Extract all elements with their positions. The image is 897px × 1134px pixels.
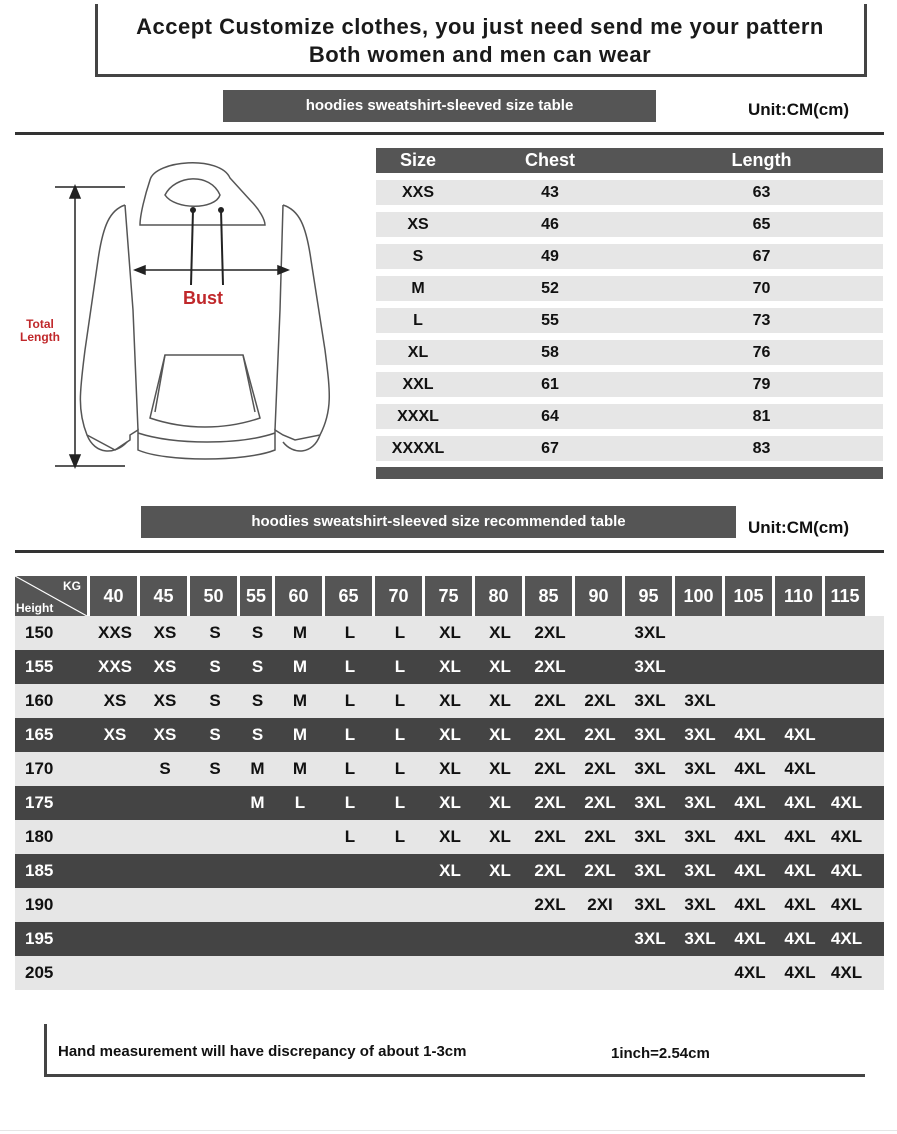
size-recommendation-cell <box>425 922 475 956</box>
drawstring-left <box>191 210 193 285</box>
size-recommendation-cell <box>240 888 275 922</box>
size-recommendation-cell <box>190 820 240 854</box>
size-recommendation-cell: 4XL <box>784 827 816 846</box>
size-recommendation-cell: XL <box>489 657 511 676</box>
size-recommendation-cell: L <box>394 623 406 642</box>
size-recommendation-cell: L <box>394 657 406 676</box>
size-recommendation-cell <box>140 888 190 922</box>
size-recommendation-cell: 3XL <box>634 623 666 642</box>
size-recommendation-cell: S <box>209 623 221 642</box>
kg-column-header: 85 <box>525 576 572 616</box>
size-recommendation-cell: S <box>209 725 221 744</box>
size-recommendation-cell: S <box>159 759 171 778</box>
size-recommendation-cell: L <box>294 793 306 812</box>
size-recommendation-cell <box>575 922 625 956</box>
recommend-table <box>15 576 884 990</box>
size-recommendation-cell <box>825 650 868 684</box>
size-table-unit: Unit:CM(cm) <box>748 100 850 119</box>
kg-column-header: 40 <box>90 576 137 616</box>
size-recommendation-cell: 3XL <box>684 895 716 914</box>
size-table-footer-bar <box>376 467 883 479</box>
size-recommendation-cell <box>775 684 825 718</box>
left-sleeve-seam <box>125 205 138 430</box>
size-recommendation-cell: 4XL <box>734 725 766 744</box>
size-recommendation-cell <box>825 684 868 718</box>
size-table-row <box>376 180 883 205</box>
size-recommendation-cell <box>725 684 775 718</box>
height-cell: 165 <box>25 725 54 744</box>
size-recommendation-cell: XL <box>489 725 511 744</box>
size-recommendation-cell: L <box>344 759 356 778</box>
size-recommendation-cell <box>425 956 475 990</box>
size-recommendation-cell <box>525 922 575 956</box>
size-recommendation-cell: 3XL <box>634 725 666 744</box>
header-title-line1: Accept Customize clothes, you just need send me your pattern <box>136 14 824 39</box>
height-cell: 180 <box>25 827 54 846</box>
size-recommendation-cell: L <box>344 827 356 846</box>
right-sleeve-seam <box>275 205 283 430</box>
size-recommendation-cell: 2XL <box>534 827 566 846</box>
size-recommendation-cell <box>275 922 325 956</box>
size-recommendation-cell: XL <box>489 861 511 880</box>
length-cell: 83 <box>752 440 771 457</box>
size-recommendation-cell <box>240 820 275 854</box>
height-cell: 175 <box>25 793 54 812</box>
size-recommendation-cell: 4XL <box>734 861 766 880</box>
size-cell: XXXXL <box>391 440 445 457</box>
size-recommendation-cell: 4XL <box>784 929 816 948</box>
size-recommendation-cell: 3XL <box>684 827 716 846</box>
size-recommendation-cell <box>825 718 868 752</box>
header-title-line2: Both women and men can wear <box>308 42 652 67</box>
bust-label: Bust <box>183 288 223 308</box>
hood-inner <box>165 179 220 206</box>
size-recommendation-cell: 3XL <box>634 691 666 710</box>
chest-cell: 49 <box>541 248 559 265</box>
size-recommendation-cell <box>825 752 868 786</box>
size-recommendation-cell: 2XL <box>534 725 566 744</box>
size-recommendation-cell <box>190 922 240 956</box>
size-recommendation-cell <box>140 956 190 990</box>
size-recommendation-cell: L <box>394 725 406 744</box>
size-recommendation-cell: 2XL <box>584 725 616 744</box>
chest-cell: 64 <box>541 408 559 425</box>
kg-column-header: 105 <box>725 576 772 616</box>
size-recommendation-cell <box>140 854 190 888</box>
length-cell: 76 <box>752 344 771 361</box>
size-recommendation-cell: 2XI <box>587 895 613 914</box>
size-recommendation-cell <box>675 956 725 990</box>
size-table-body <box>376 180 883 461</box>
size-recommendation-cell: XL <box>489 623 511 642</box>
size-table-row <box>376 404 883 429</box>
drawstring-eyelet-left <box>190 207 196 213</box>
size-recommendation-cell: XS <box>153 623 177 642</box>
size-recommendation-cell <box>190 854 240 888</box>
size-recommendation-cell: 4XL <box>784 725 816 744</box>
size-cell: L <box>413 312 423 329</box>
size-table-row <box>376 308 883 333</box>
length-cell: 73 <box>752 312 771 329</box>
size-table-row <box>376 244 883 269</box>
size-recommendation-cell: L <box>344 793 356 812</box>
size-recommendation-cell <box>575 650 625 684</box>
size-recommendation-cell: 4XL <box>734 793 766 812</box>
divider <box>15 550 884 553</box>
size-recommendation-cell: 2XL <box>534 861 566 880</box>
height-cell: 205 <box>25 963 54 982</box>
size-recommendation-cell: 4XL <box>784 861 816 880</box>
corner-kg-label: KG <box>63 579 81 593</box>
size-recommendation-cell: 4XL <box>734 929 766 948</box>
kg-column-header: 90 <box>575 576 622 616</box>
size-recommendation-cell: XL <box>439 691 461 710</box>
total-length-label-line1: Total <box>26 317 54 331</box>
hoodie-diagram <box>15 150 360 480</box>
size-table-row <box>376 340 883 365</box>
recommend-table-unit: Unit:CM(cm) <box>748 518 850 537</box>
height-cell: 195 <box>25 929 54 948</box>
recommend-table-row <box>15 956 884 990</box>
chest-cell: 61 <box>541 376 559 393</box>
size-recommendation-cell <box>725 650 775 684</box>
size-recommendation-cell <box>275 820 325 854</box>
size-recommendation-cell <box>190 956 240 990</box>
size-cell: XS <box>407 216 429 233</box>
recommend-table-row <box>15 888 884 922</box>
size-recommendation-cell: 3XL <box>684 759 716 778</box>
size-recommendation-cell: 2XL <box>584 861 616 880</box>
drawstring-eyelet-right <box>218 207 224 213</box>
recommend-table-row <box>15 718 884 752</box>
size-recommendation-cell: 3XL <box>634 929 666 948</box>
kg-column-header: 115 <box>825 576 865 616</box>
size-recommendation-cell: 4XL <box>830 895 863 914</box>
size-recommendation-cell: 3XL <box>684 861 716 880</box>
size-column-header: Size <box>399 150 437 170</box>
size-recommendation-cell <box>825 616 868 650</box>
length-cell: 79 <box>752 376 771 393</box>
size-recommendation-cell <box>325 888 375 922</box>
height-kg-corner <box>15 576 87 616</box>
kg-column-header: 65 <box>325 576 372 616</box>
size-recommendation-cell: 3XL <box>684 929 716 948</box>
size-recommendation-cell: 3XL <box>634 895 666 914</box>
size-recommendation-cell: XL <box>489 691 511 710</box>
length-arrow-top-head <box>70 186 80 198</box>
recommend-table-row <box>15 786 884 820</box>
size-recommendation-cell <box>375 888 425 922</box>
size-recommendation-cell: 4XL <box>784 963 816 982</box>
drawstring-right <box>221 210 223 285</box>
bust-arrow-right-head <box>278 266 288 274</box>
size-recommendation-cell: XS <box>103 691 127 710</box>
size-cell: XXS <box>401 184 434 201</box>
height-cell: 150 <box>25 623 54 642</box>
size-recommendation-cell <box>90 854 140 888</box>
recommend-table-row <box>15 820 884 854</box>
size-recommendation-cell: XS <box>153 657 177 676</box>
chest-cell: 52 <box>541 280 559 297</box>
size-recommendation-cell: S <box>209 759 221 778</box>
length-cell: 63 <box>752 184 771 201</box>
size-recommendation-cell: M <box>250 759 265 778</box>
chest-cell: 43 <box>541 184 559 201</box>
size-recommendation-cell <box>325 922 375 956</box>
body-outline <box>80 205 329 459</box>
size-recommendation-cell: XL <box>439 759 461 778</box>
size-recommendation-cell: 2XL <box>584 827 616 846</box>
kg-column-header: 60 <box>275 576 322 616</box>
page-bottom-line <box>0 1130 897 1131</box>
chest-cell: 58 <box>541 344 559 361</box>
size-recommendation-cell: L <box>394 793 406 812</box>
size-recommendation-cell: 3XL <box>634 861 666 880</box>
size-recommendation-cell: XXS <box>97 623 133 642</box>
recommend-table-row <box>15 650 884 684</box>
size-recommendation-cell: XL <box>439 725 461 744</box>
size-recommendation-cell: 2XL <box>584 759 616 778</box>
size-recommendation-cell: 4XL <box>734 827 766 846</box>
measurement-note: Hand measurement will have discrepancy of about 1-3cm <box>58 1043 467 1060</box>
size-recommendation-cell <box>525 956 575 990</box>
size-recommendation-cell: XXS <box>97 657 133 676</box>
size-recommendation-cell <box>90 752 140 786</box>
height-cell: 190 <box>25 895 54 914</box>
chest-column-header: Chest <box>524 150 575 170</box>
pocket-inner-left <box>155 355 165 412</box>
size-recommendation-cell: 4XL <box>734 759 766 778</box>
size-recommendation-cell: L <box>344 691 356 710</box>
size-recommendation-cell: 2XL <box>534 691 566 710</box>
total-length-label-line2: Length <box>20 330 60 344</box>
size-recommendation-cell <box>325 854 375 888</box>
pocket <box>150 355 260 427</box>
size-cell: XXXL <box>397 408 439 425</box>
size-recommendation-cell: 2XL <box>584 691 616 710</box>
kg-column-header: 70 <box>375 576 422 616</box>
recommend-table-row <box>15 616 884 650</box>
size-recommendation-cell <box>90 888 140 922</box>
hem <box>138 433 275 442</box>
size-recommendation-cell <box>275 888 325 922</box>
size-recommendation-cell: XL <box>439 623 461 642</box>
size-recommendation-cell: 2XL <box>534 793 566 812</box>
size-recommendation-cell <box>475 956 525 990</box>
size-recommendation-cell <box>375 956 425 990</box>
recommend-table-row <box>15 922 884 956</box>
size-recommendation-cell <box>375 854 425 888</box>
size-recommendation-cell: 3XL <box>634 793 666 812</box>
size-table-row <box>376 276 883 301</box>
size-recommendation-cell <box>275 956 325 990</box>
size-recommendation-cell <box>240 854 275 888</box>
size-recommendation-cell: 4XL <box>784 793 816 812</box>
size-recommendation-cell: L <box>394 759 406 778</box>
size-recommendation-cell: 3XL <box>634 759 666 778</box>
size-table-row <box>376 212 883 237</box>
total-length-label <box>10 318 70 344</box>
size-recommendation-cell: XS <box>103 725 127 744</box>
size-recommendation-cell <box>475 888 525 922</box>
length-arrow-bottom-head <box>70 455 80 467</box>
size-recommendation-cell <box>240 922 275 956</box>
size-cell: XL <box>407 344 429 361</box>
size-recommendation-cell: 4XL <box>830 793 863 812</box>
bust-arrow-left-head <box>135 266 145 274</box>
size-recommendation-cell: 3XL <box>684 691 716 710</box>
size-recommendation-cell <box>775 650 825 684</box>
size-table-row <box>376 436 883 461</box>
pocket-inner-right <box>243 355 255 412</box>
kg-column-header: 50 <box>190 576 237 616</box>
size-recommendation-cell <box>140 820 190 854</box>
size-table-header <box>376 148 883 173</box>
size-recommendation-cell: 4XL <box>830 929 863 948</box>
corner-height-label: Height <box>16 601 54 615</box>
size-recommendation-cell: 4XL <box>830 861 863 880</box>
hood-outline <box>140 163 265 225</box>
size-recommendation-cell <box>475 922 525 956</box>
size-recommendation-cell <box>90 922 140 956</box>
size-recommendation-cell: L <box>344 657 356 676</box>
size-recommendation-cell <box>675 616 725 650</box>
size-recommendation-cell <box>575 956 625 990</box>
recommend-table-row <box>15 854 884 888</box>
kg-column-header: 75 <box>425 576 472 616</box>
kg-column-header: 95 <box>625 576 672 616</box>
size-recommendation-cell: XL <box>489 793 511 812</box>
size-recommendation-cell: L <box>394 827 406 846</box>
recommend-table-body <box>15 616 884 990</box>
size-recommendation-cell: 2XL <box>534 895 566 914</box>
size-recommendation-cell: S <box>251 657 264 676</box>
size-recommendation-cell: 4XL <box>734 895 766 914</box>
size-recommendation-cell: S <box>209 691 221 710</box>
size-recommendation-cell <box>90 786 140 820</box>
divider <box>15 132 884 135</box>
length-cell: 67 <box>752 248 771 265</box>
size-recommendation-cell <box>625 956 675 990</box>
kg-column-header: 55 <box>240 576 272 616</box>
size-recommendation-cell <box>190 888 240 922</box>
size-recommendation-cell: 3XL <box>634 657 666 676</box>
size-recommendation-cell: XL <box>489 827 511 846</box>
size-recommendation-cell: 2XL <box>534 623 566 642</box>
size-recommendation-cell: 4XL <box>830 963 863 982</box>
length-cell: 65 <box>752 216 771 233</box>
size-recommendation-cell: XL <box>489 759 511 778</box>
size-recommendation-cell <box>675 650 725 684</box>
inch-conversion: 1inch=2.54cm <box>611 1045 710 1062</box>
size-recommendation-cell: 2XL <box>584 793 616 812</box>
kg-column-header: 110 <box>775 576 822 616</box>
size-recommendation-cell: 3XL <box>634 827 666 846</box>
size-recommendation-cell <box>90 956 140 990</box>
size-recommendation-cell <box>375 922 425 956</box>
size-recommendation-cell <box>425 888 475 922</box>
size-recommendation-cell <box>140 786 190 820</box>
height-cell: 170 <box>25 759 54 778</box>
size-recommendation-cell <box>275 854 325 888</box>
length-cell: 81 <box>752 408 771 425</box>
size-recommendation-cell: XL <box>439 827 461 846</box>
size-recommendation-cell: S <box>251 725 264 744</box>
size-recommendation-cell: M <box>250 793 265 812</box>
size-recommendation-cell: 4XL <box>830 827 863 846</box>
recommend-table-banner: hoodies sweatshirt-sleeved size recommended table <box>141 506 736 538</box>
size-recommendation-cell: M <box>292 623 308 642</box>
size-recommendation-cell: 3XL <box>684 793 716 812</box>
size-recommendation-cell: 4XL <box>784 895 816 914</box>
height-cell: 160 <box>25 691 54 710</box>
kg-column-header: 100 <box>675 576 722 616</box>
recommend-table-row <box>15 684 884 718</box>
size-recommendation-cell: S <box>251 623 264 642</box>
length-column-header: Length <box>731 150 792 170</box>
height-cell: 185 <box>25 861 54 880</box>
size-recommendation-cell: 2XL <box>534 759 566 778</box>
size-recommendation-cell: L <box>394 691 406 710</box>
size-recommendation-cell: 4XL <box>784 759 816 778</box>
length-cell: 70 <box>752 280 771 297</box>
chest-cell: 46 <box>541 216 559 233</box>
size-recommendation-cell <box>775 616 825 650</box>
size-recommendation-cell: M <box>292 725 308 744</box>
size-recommendation-cell: 2XL <box>534 657 566 676</box>
size-recommendation-cell: L <box>344 725 356 744</box>
size-recommendation-cell: XS <box>153 691 177 710</box>
size-recommendation-cell <box>725 616 775 650</box>
size-recommendation-cell <box>325 956 375 990</box>
size-cell: M <box>411 280 425 297</box>
size-cell: S <box>412 248 424 265</box>
size-recommendation-cell: M <box>292 657 308 676</box>
size-recommendation-cell: S <box>209 657 221 676</box>
recommend-table-row <box>15 752 884 786</box>
size-recommendation-cell <box>240 956 275 990</box>
size-recommendation-cell: 4XL <box>734 963 766 982</box>
size-recommendation-cell: M <box>292 759 308 778</box>
size-recommendation-cell: S <box>251 691 264 710</box>
size-cell: XXL <box>402 376 434 393</box>
recommend-table-header <box>15 576 884 616</box>
size-recommendation-cell: L <box>344 623 356 642</box>
size-recommendation-cell <box>140 922 190 956</box>
size-recommendation-cell <box>90 820 140 854</box>
size-table <box>376 148 883 479</box>
size-recommendation-cell: XL <box>439 793 461 812</box>
chest-cell: 67 <box>541 440 559 457</box>
height-cell: 155 <box>25 657 54 676</box>
size-recommendation-cell: M <box>292 691 308 710</box>
size-recommendation-cell <box>190 786 240 820</box>
kg-column-header: 45 <box>140 576 187 616</box>
size-recommendation-cell: XL <box>439 657 461 676</box>
size-recommendation-cell: XS <box>153 725 177 744</box>
kg-column-header: 80 <box>475 576 522 616</box>
chest-cell: 55 <box>541 312 559 329</box>
size-recommendation-cell <box>575 616 625 650</box>
size-recommendation-cell: XL <box>439 861 461 880</box>
size-recommendation-cell: 3XL <box>684 725 716 744</box>
size-table-row <box>376 372 883 397</box>
size-table-banner: hoodies sweatshirt-sleeved size table <box>223 90 656 122</box>
